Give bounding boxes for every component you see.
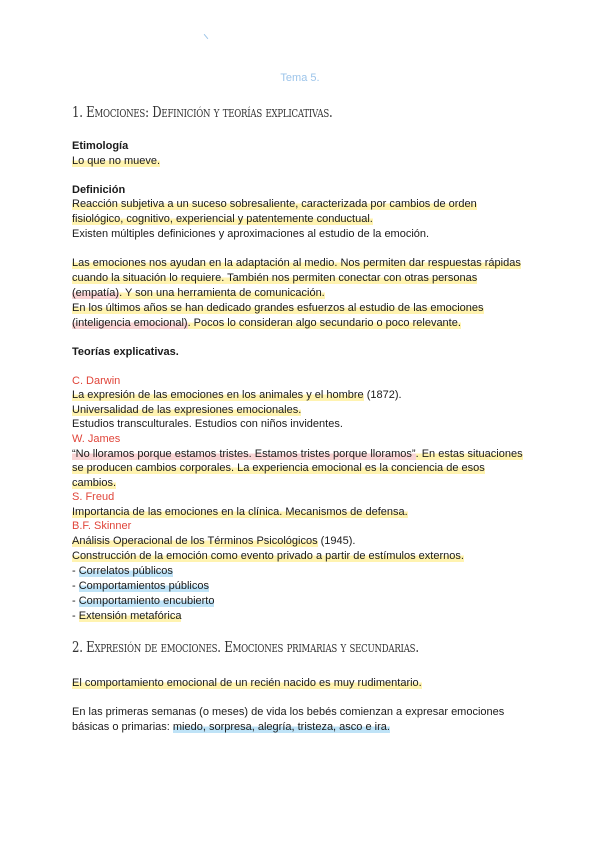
definicion-line-1: Reacción subjetiva a un suceso sobresaliente, caracterizada por cambios de orden <box>72 198 477 210</box>
decorative-mark <box>204 34 209 39</box>
skinner-name: B.F. Skinner <box>72 520 132 532</box>
section-2-paragraph-2-line-2: básicas o primarias: miedo, sorpresa, alegría, tristeza, asco e ira. <box>72 721 390 733</box>
definicion-line-2: fisiológico, cognitivo, experiencial y patentemente conductual. <box>72 213 373 225</box>
section-2-paragraph-1: El comportamiento emocional de un recién nacido es muy rudimentario. <box>72 677 422 689</box>
james-line-3: cambios. <box>72 477 117 489</box>
darwin-line-1: La expresión de las emociones en los animales y el hombre (1872). <box>72 389 402 401</box>
tema-label: Tema 5. <box>280 72 320 84</box>
skinner-line-1: Análisis Operacional de los Términos Psicológicos (1945). <box>72 535 356 547</box>
list-item: - Correlatos públicos <box>72 565 173 577</box>
teorias-heading: Teorías explicativas. <box>72 346 179 358</box>
list-item: - Extensión metafórica <box>72 610 182 622</box>
paragraph-line-1: Las emociones nos ayudan en la adaptación al medio. Nos permiten dar respuestas rápidas <box>72 257 521 269</box>
paragraph-line-4: En los últimos años se han dedicado grandes esfuerzos al estudio de las emociones <box>72 302 484 314</box>
darwin-line-2: Universalidad de las expresiones emocionales. <box>72 404 302 416</box>
freud-name: S. Freud <box>72 491 115 503</box>
james-line-1: “No lloramos porque estamos tristes. Estamos tristes porque lloramos”. En estas situaciones <box>72 448 523 460</box>
list-item: - Comportamiento encubierto <box>72 595 215 607</box>
paragraph-line-3: (empatía). Y son una herramienta de comunicación. <box>72 287 325 299</box>
james-name: W. James <box>72 433 121 445</box>
etimologia-text: Lo que no mueve. <box>72 155 161 167</box>
paragraph-line-2: cuando la situación lo requiere. También nos permiten conectar con otras personas <box>72 272 478 284</box>
darwin-line-3: Estudios transculturales. Estudios con niños invidentes. <box>72 418 343 430</box>
section-1-title: 1. Emociones: Definición y teorías explicativas. <box>72 103 333 121</box>
definicion-heading: Definición <box>72 184 126 196</box>
paragraph-line-5: (inteligencia emocional). Pocos lo consideran algo secundario o poco relevante. <box>72 317 461 329</box>
skinner-line-2: Construcción de la emoción como evento privado a partir de estímulos externos. <box>72 550 464 562</box>
darwin-name: C. Darwin <box>72 375 121 387</box>
etimologia-heading: Etimología <box>72 140 129 152</box>
section-2-title: 2. Expresión de emociones. Emociones primarias y secundarias. <box>72 638 419 656</box>
freud-line-1: Importancia de las emociones en la clínica. Mecanismos de defensa. <box>72 506 408 518</box>
definicion-line-3: Existen múltiples definiciones y aproximaciones al estudio de la emoción. <box>72 228 430 240</box>
section-2-paragraph-2-line-1: En las primeras semanas (o meses) de vida los bebés comienzan a expresar emociones <box>72 706 505 718</box>
list-item: - Comportamientos públicos <box>72 580 209 592</box>
james-line-2: se producen cambios corporales. La experiencia emocional es la conciencia de esos <box>72 462 485 474</box>
